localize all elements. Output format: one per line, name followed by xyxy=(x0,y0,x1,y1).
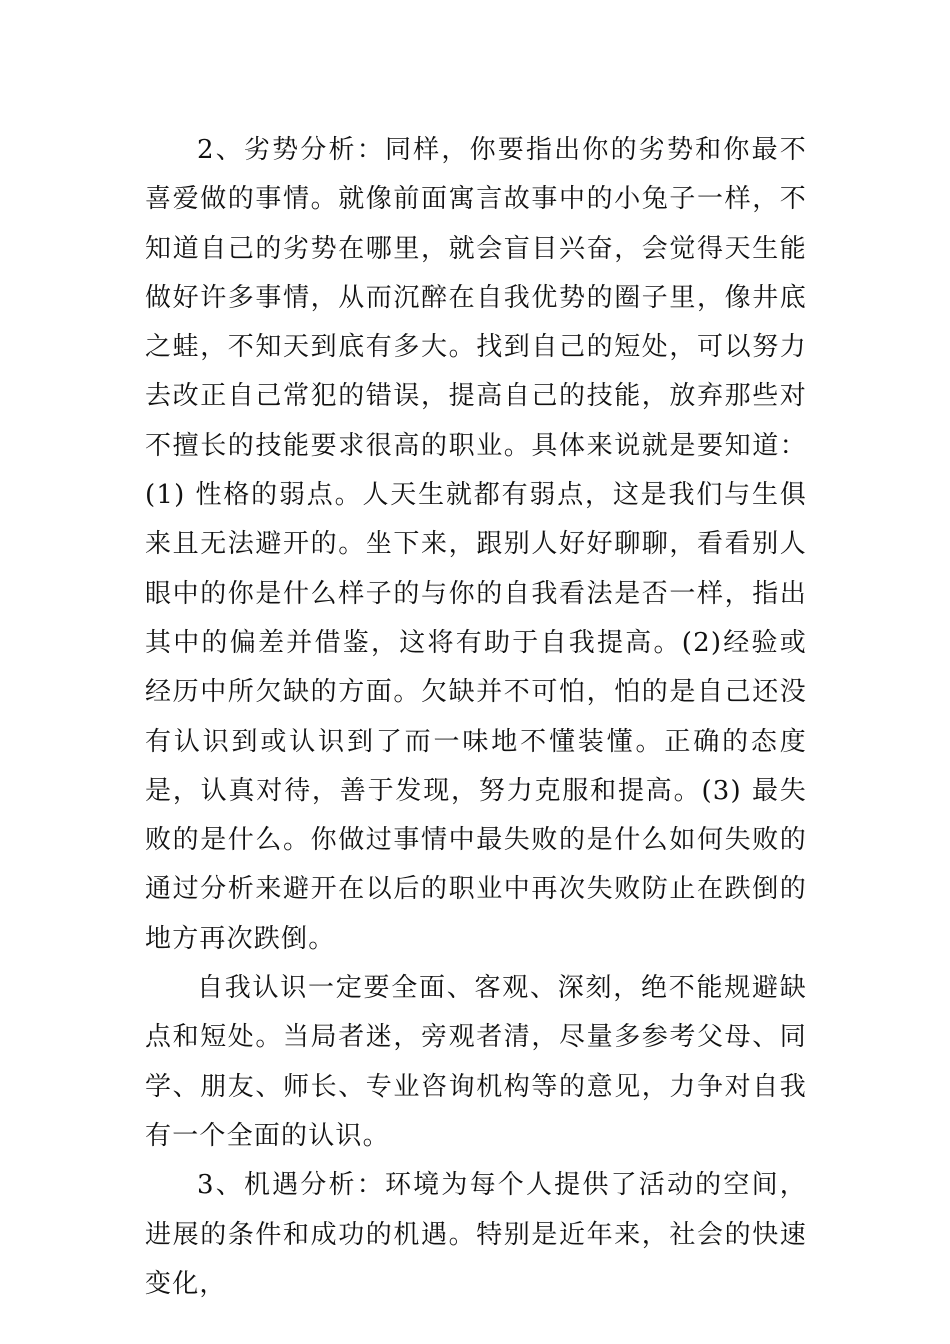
document-body xyxy=(145,126,807,1309)
paragraph-opportunity-analysis: 3、机遇分析：环境为每个人提供了活动的空间，进展的条件和成功的机遇。特别是近年来，社会的快速变化， xyxy=(145,1170,807,1299)
paragraph-self-awareness: 自我认识一定要全面、客观、深刻，绝不能规避缺点和短处。当局者迷，旁观者清，尽量多参考父母、同学、朋友、师长、专业咨询机构等的意见，力争对自我有一个全面的认识。 xyxy=(145,973,807,1151)
paragraph-weakness-analysis: 2、劣势分析：同样，你要指出你的劣势和你最不喜爱做的事情。就像前面寓言故事中的小兔子一样，不知道自己的劣势在哪里，就会盲目兴奋，会觉得天生能做好许多事情，从而沉醉在自我优势的圈子里，像井底之蛙，不知天到底有多大。找到自己的短处，可以努力去改正自己常犯的错误，提高自己的技能，放弃那些对不擅长的技能要求很高的职业。具体来说就是要知道：(1) 性格的弱点。人天生就都有弱点，这是我们与生俱来且无法避开的。坐下来，跟别人好好聊聊，看看别人眼中的你是什么样子的与你的自我看法是否一样，指出其中的偏差并借鉴，这将有助于自我提高。(2)经验或经历中所欠缺的方面。欠缺并不可怕，怕的是自己还没有认识到或认识到了而一味地不懂装懂。正确的态度是，认真对待，善于发现，努力克服和提高。(3) 最失败的是什么。你做过事情中最失败的是什么如何失败的通过分析来避开在以后的职业中再次失败防止在跌倒的地方再次跌倒。 xyxy=(145,135,807,954)
